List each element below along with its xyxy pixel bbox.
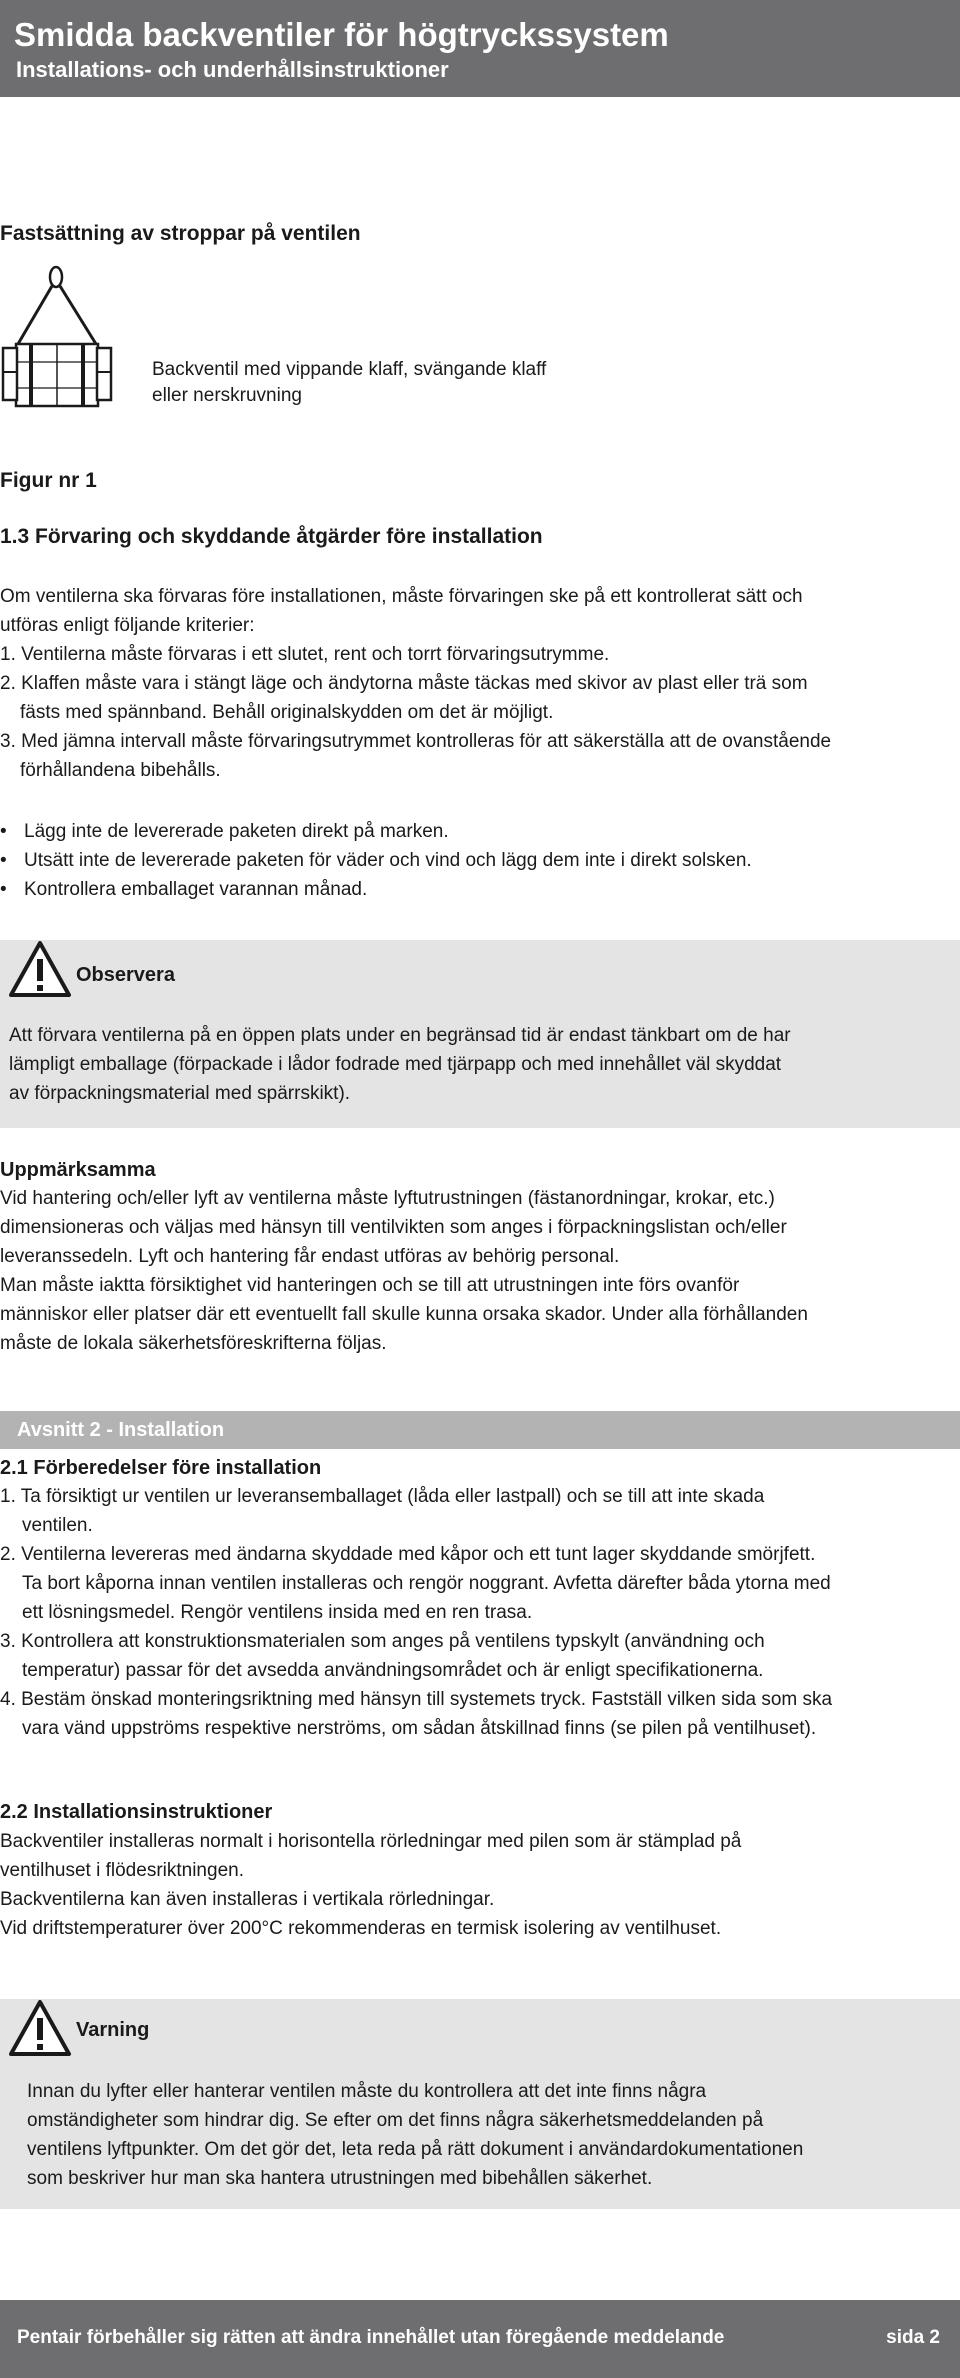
warning-text: Innan du lyfter eller hanterar ventilen måste du kontrollera att det inte finns några omständigheter som hindrar dig. Se efter om det finns några säkerhetsmeddelanden på ventilens lyftpunkter. Om det gör det, leta reda på rätt dokument i användardokumentationen som beskriver hur man ska hantera utrustningen med bibehållen säkerhet.	[27, 2081, 804, 2189]
figure-label: Figur nr 1	[0, 469, 97, 492]
strap-heading: Fastsättning av stroppar på ventilen	[0, 222, 361, 245]
document-title: Smidda backventiler för högtryckssystem	[14, 16, 669, 53]
page-number: sida 2	[886, 2327, 940, 2348]
list-item: ventilen.	[22, 1515, 93, 1536]
warning-title: Varning	[76, 2019, 150, 2041]
document-subtitle: Installations- och underhållsinstruktioner	[16, 57, 449, 82]
valve-strap-figure	[0, 262, 120, 432]
section-2-bar	[0, 1411, 960, 1449]
storage-heading: 1.3 Förvaring och skyddande åtgärder före installation	[0, 525, 543, 548]
list-item: 1. Ta försiktigt ur ventilen ur leveransemballaget (låda eller lastpall) och se till att inte skada	[0, 1486, 765, 1507]
list-item: vara vänd uppströms respektive nerströms, om sådan åtskillnad finns (se pilen på ventilhuset).	[22, 1718, 817, 1739]
list-item: 3. Med jämna intervall måste förvaringsutrymmet kontrolleras för att säkerställa att de ovanstående	[0, 731, 832, 752]
list-item: 2. Ventilerna levereras med ändarna skyddade med kåpor och ett tunt lager skyddande smörjfett.	[0, 1544, 816, 1565]
footer-disclaimer: Pentair förbehåller sig rätten att ändra innehållet utan föregående meddelande	[17, 2327, 725, 2348]
list-item: 4. Bestäm önskad monteringsriktning med hänsyn till systemets tryck. Fastställ vilken sida som ska	[0, 1689, 833, 1710]
list-item: 1. Ventilerna måste förvaras i ett slutet, rent och torrt förvaringsutrymme.	[0, 644, 610, 665]
notice-text: Att förvara ventilerna på en öppen plats under en begränsad tid är endast tänkbart om de har lämpligt emballage (förpackade i lådor fodrade med tjärpapp och med innehållet väl skyddat av förpackningsmaterial med spärrskikt).	[9, 1025, 791, 1104]
storage-numbered-list	[0, 640, 831, 785]
prep-list	[0, 1482, 832, 1743]
list-item: 3. Kontrollera att konstruktionsmaterialen som anges på ventilens typskylt (användning och	[0, 1631, 765, 1652]
list-item: förhållandena bibehålls.	[20, 760, 221, 781]
warning-box	[0, 1999, 960, 2209]
list-item: ett lösningsmedel. Rengör ventilens insida med en ren trasa.	[22, 1602, 533, 1623]
attention-heading: Uppmärksamma	[0, 1159, 156, 1181]
storage-intro: Om ventilerna ska förvaras före installationen, måste förvaringen ske på ett kontrollerat sätt och utföras enligt följande kriterier:	[0, 586, 803, 636]
notice-box	[0, 940, 960, 1128]
warning-triangle-icon	[8, 940, 72, 998]
warning-triangle-icon	[8, 1999, 72, 2057]
prep-heading: 2.1 Förberedelser före installation	[0, 1457, 322, 1479]
page-footer	[0, 2300, 960, 2378]
list-item: • Lägg inte de levererade paketen direkt på marken.	[0, 821, 449, 842]
install-heading: 2.2 Installationsinstruktioner	[0, 1801, 273, 1823]
list-item: 2. Klaffen måste vara i stängt läge och ändytorna måste täckas med skivor av plast eller trä som	[0, 673, 808, 694]
list-item: • Utsätt inte de levererade paketen för väder och vind och lägg dem inte i direkt solsken.	[0, 850, 752, 871]
storage-bullets	[0, 817, 752, 904]
list-item: fästs med spännband. Behåll originalskydden om det är möjligt.	[20, 702, 554, 723]
list-item: temperatur) passar för det avsedda användningsområdet och är enligt specifikationerna.	[22, 1660, 764, 1681]
list-item: • Kontrollera emballaget varannan månad.	[0, 879, 368, 900]
page-header	[0, 0, 960, 97]
section-2-title: Avsnitt 2 - Installation	[17, 1419, 225, 1441]
install-text: Backventiler installeras normalt i horisontella rörledningar med pilen som är stämplad på ventilhuset i flödesriktningen. Backventilerna kan även installeras i vertikala rörledningar. Vid driftstemperaturer över 200°C rekommenderas en termisk isolering av ventilhuset.	[0, 1831, 742, 1939]
attention-text: Vid hantering och/eller lyft av ventilerna måste lyftutrustningen (fästanordningar, krokar, etc.) dimensioneras och väljas med hänsyn till ventilvikten som anges i förpackningslistan och/eller leveranssedeln. Lyft och hantering får endast utföras av behörig personal. Man måste iaktta försiktighet vid hanteringen och se till att utrustningen inte förs ovanför människor eller platser där ett eventuellt fall skulle kunna orsaka skador. Under alla förhållanden måste de lokala säkerhetsföreskrifterna följas.	[0, 1188, 808, 1354]
list-item: Ta bort kåporna innan ventilen installeras och rengör noggrant. Avfetta därefter båda ytorna med	[22, 1573, 831, 1594]
notice-title: Observera	[76, 964, 175, 986]
figure-caption: Backventil med vippande klaff, svängande klaff eller nerskruvning	[152, 359, 547, 406]
